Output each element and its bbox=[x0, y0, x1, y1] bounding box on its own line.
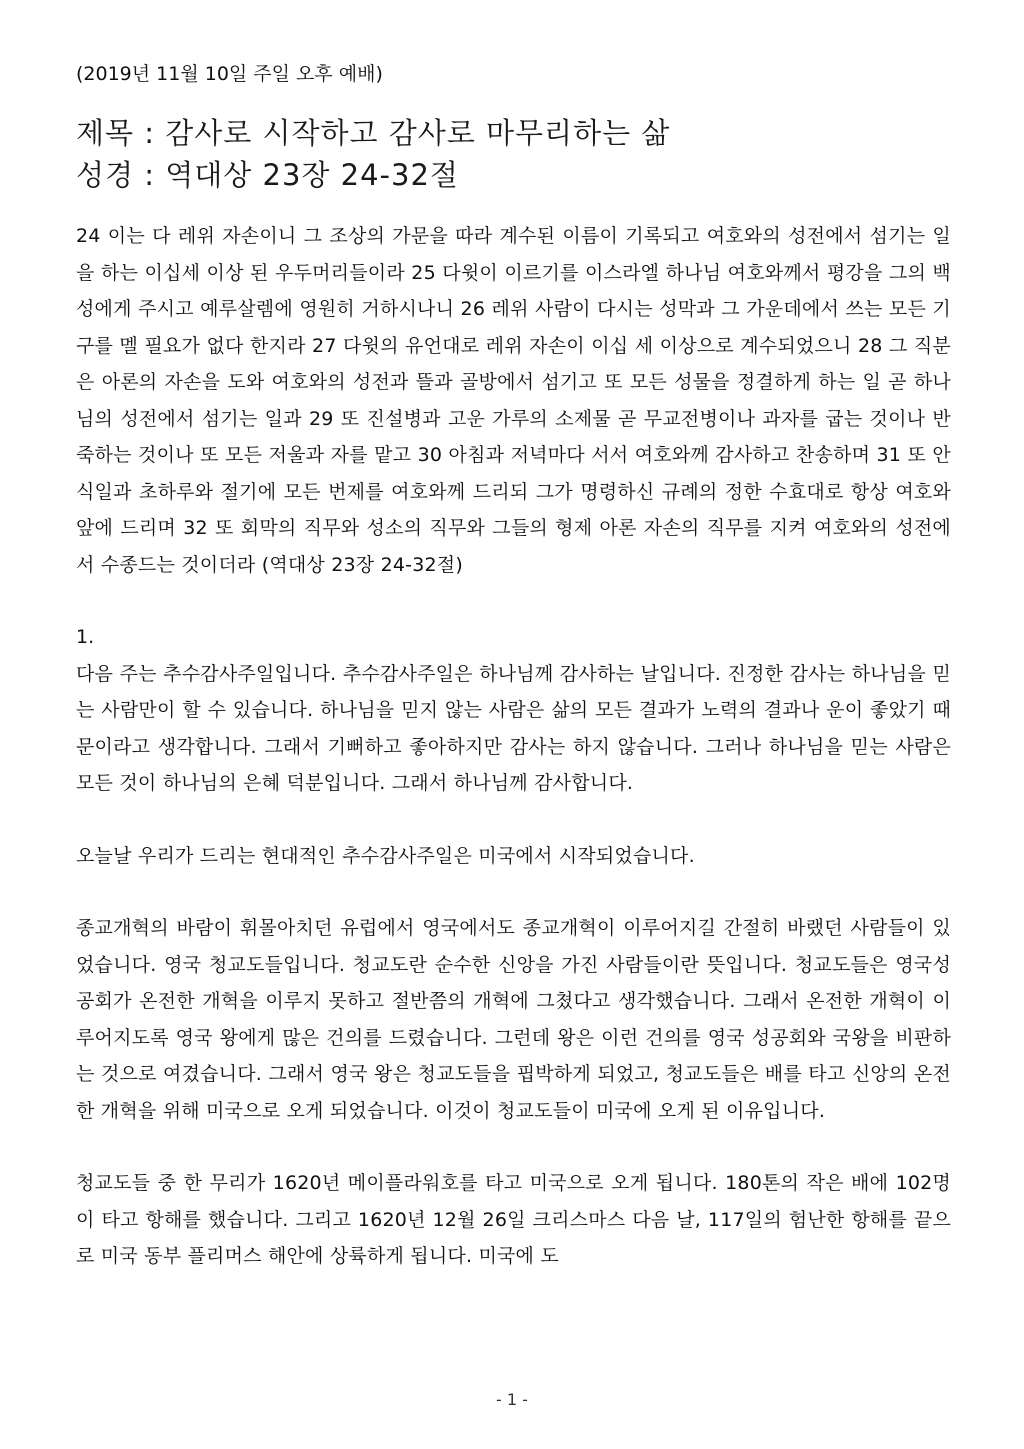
paragraph-spacer bbox=[76, 802, 951, 838]
body-paragraph-2: 오늘날 우리가 드리는 현대적인 추수감사주일은 미국에서 시작되었습니다. bbox=[76, 844, 695, 867]
body-paragraph-3: 종교개혁의 바람이 휘몰아치던 유럽에서 영국에서도 종교개혁이 이루어지길 간절히 바랬던 사람들이 있었습니다. 영국 청교도들입니다. 청교도란 순수한 신앙을 가진 사람들이란 뜻입니다. 청교도들은 영국성공회가 온전한 개혁을 이루지 못하고 절반쯤의 개혁에 그쳤다고 생각했습니다. 그래서 온전한 개혁이 이루어지도록 영국 왕에게 많은 건의를 드렸습니다. 그런데 왕은 이런 건의를 영국 성공회와 국왕을 비판하는 것으로 여겼습니다. 그래서 영국 왕은 청교도들을 핍박하게 되었고, 청교도들은 배를 타고 신앙의 온전한 개혁을 위해 미국으로 오게 되었습니다. 이것이 청교도들이 미국에 오게 된 이유입니다. bbox=[76, 917, 951, 1122]
paragraph-spacer bbox=[76, 874, 951, 910]
section-number: 1. bbox=[76, 626, 95, 648]
scripture-reference: 성경 : 역대상 23장 24-32절 bbox=[76, 158, 459, 192]
sermon-subject: 제목 : 감사로 시작하고 감사로 마무리하는 삶 bbox=[76, 116, 671, 150]
document-page bbox=[76, 60, 951, 1275]
body-paragraph-1: 다음 주는 추수감사주일입니다. 추수감사주일은 하나님께 감사하는 날입니다. 진정한 감사는 하나님을 믿는 사람만이 할 수 있습니다. 하나님을 믿지 않는 사람은 삶의 모든 결과가 노력의 결과나 운이 좋았기 때문이라고 생각합니다. 그래서 기뻐하고 좋아하지만 감사는 하지 않습니다. 그러나 하나님을 믿는 사람은 모든 것이 하나님의 은혜 덕분입니다. 그래서 하나님께 감사합니다. bbox=[76, 662, 951, 794]
page-number: - 1 - bbox=[496, 1390, 528, 1409]
scripture-text: 24 이는 다 레위 자손이니 그 조상의 가문을 따라 계수된 이름이 기록되고 여호와의 성전에서 섬기는 일을 하는 이십세 이상 된 우두머리들이라 25 다윗이 이르기를 이스라엘 하나님 여호와께서 평강을 그의 백성에게 주시고 예루살렘에 영원히 거하시나니 26 레위 사람이 다시는 성막과 그 가운데에서 쓰는 모든 기구를 멜 필요가 없다 한지라 27 다윗의 유언대로 레위 자손이 이십 세 이상으로 계수되었으니 28 그 직분은 아론의 자손을 도와 여호와의 성전과 뜰과 골방에서 섬기고 또 모든 성물을 정결하게 하는 일 곧 하나님의 성전에서 섬기는 일과 29 또 진설병과 고운 가루의 소제물 곧 무교전병이나 과자를 굽는 것이나 반죽하는 것이나 또 모든 저울과 자를 맡고 30 아침과 저녁마다 서서 여호와께 감사하고 찬송하며 31 또 안식일과 초하루와 절기에 모든 번제를 여호와께 드리되 그가 명령하신 규례의 정한 수효대로 항상 여호와 앞에 드리며 32 또 회막의 직무와 성소의 직무와 그들의 형제 아론 자손의 직무를 지켜 여호와의 성전에서 수종드는 것이더라 (역대상 23장 24-32절) bbox=[76, 225, 951, 576]
paragraph-spacer bbox=[76, 1129, 951, 1165]
body-paragraph-4: 청교도들 중 한 무리가 1620년 메이플라워호를 타고 미국으로 오게 됩니다. 180톤의 작은 배에 102명이 타고 항해를 했습니다. 그리고 1620년 12월 26일 크리스마스 다음 날, 117일의 험난한 항해를 끝으로 미국 동부 플리머스 해안에 상륙하게 됩니다. 미국에 도 bbox=[76, 1172, 951, 1267]
sermon-title-block bbox=[76, 112, 951, 196]
service-date: (2019년 11월 10일 주일 오후 예배) bbox=[76, 63, 383, 85]
